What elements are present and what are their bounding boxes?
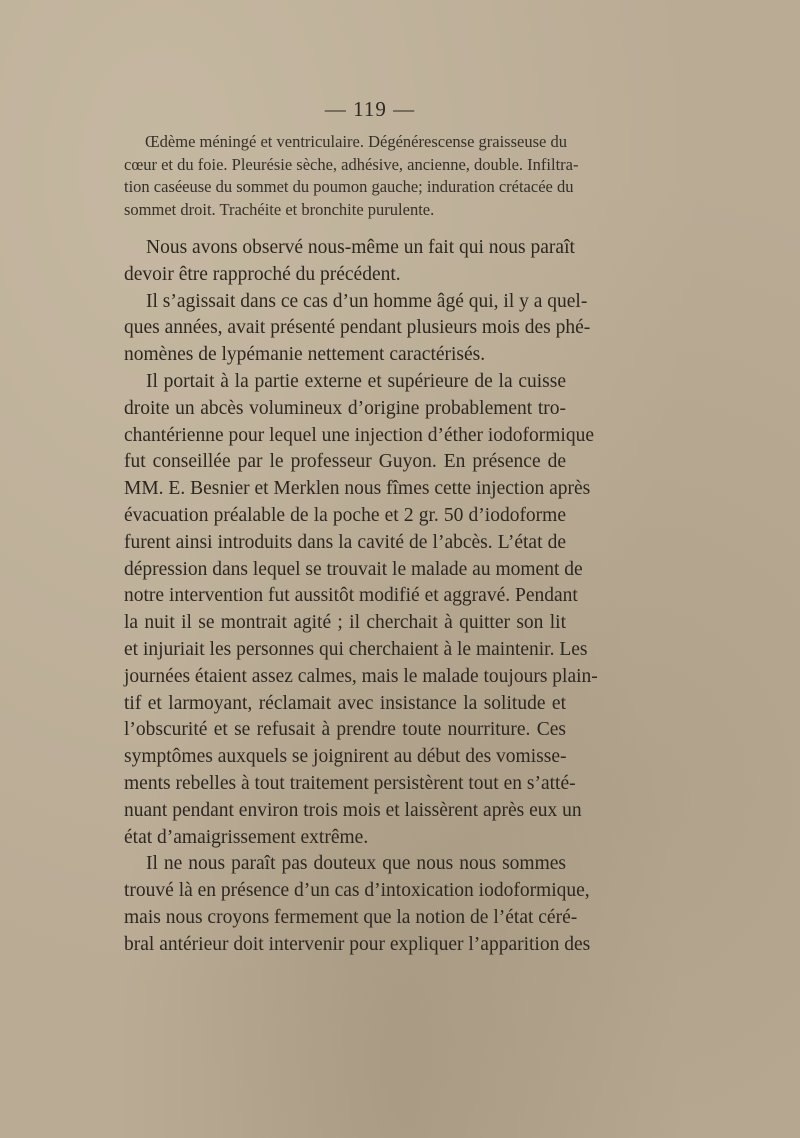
text-line: état d’amaigrissement extrême. — [124, 826, 369, 848]
text-line: devoir être rapproché du précédent. — [124, 263, 401, 285]
page-number: — 119 — — [324, 97, 416, 121]
text-line: trouvé là en présence d’un cas d’intoxication iodoformique, — [124, 880, 590, 902]
paragraph — [124, 235, 575, 289]
paragraph — [124, 851, 591, 958]
text-line: évacuation préalable de la poche et 2 gr. 50 d’iodoforme — [124, 504, 566, 526]
text-line: chantérienne pour lequel une injection d’éther iodoformique — [124, 424, 594, 446]
text-line: et injuriait les personnes qui cherchaient à le maintenir. Les — [124, 638, 588, 660]
text-line: nuant pendant environ trois mois et laissèrent après eux un — [124, 799, 582, 821]
text-line: ques années, avait présenté pendant plusieurs mois des phé- — [124, 317, 591, 339]
text-line: nomènes de lypémanie nettement caractérisés. — [124, 344, 486, 366]
text-line: mais nous croyons fermement que la notion de l’état céré- — [124, 906, 578, 928]
text-line: bral antérieur doit intervenir pour expliquer l’apparition des — [124, 933, 591, 955]
text-line: ments rebelles à tout traitement persistèrent tout en s’atté- — [124, 772, 576, 794]
paragraph — [124, 289, 591, 369]
text-line: MM. E. Besnier et Merklen nous fîmes cette injection après — [124, 478, 591, 500]
text-line: furent ainsi introduits dans la cavité de l’abcès. L’état de — [124, 531, 566, 553]
text-line: Nous avons observé nous-même un fait qui nous paraît — [146, 237, 575, 258]
text-line: notre intervention fut aussitôt modifié et aggravé. Pendant — [124, 585, 578, 607]
text-line: fut conseillée par le professeur Guyon. En présence de — [124, 451, 566, 473]
text-line: cœur et du foie. Pleurésie sèche, adhésive, ancienne, double. Infiltra- — [124, 154, 579, 174]
text-line: l’obscurité et se refusait à prendre toute nourriture. Ces — [124, 719, 566, 741]
text-line: tif et larmoyant, réclamait avec insistance la solitude et — [124, 692, 566, 714]
text-line: la nuit il se montrait agité ; il cherchait à quitter son lit — [124, 612, 566, 634]
text-line: droite un abcès volumineux d’origine probablement tro- — [124, 397, 566, 419]
text-line: dépression dans lequel se trouvait le malade au moment de — [124, 558, 583, 580]
body-text — [124, 235, 598, 959]
text-line: Il ne nous paraît pas douteux que nous nous sommes — [146, 853, 566, 875]
text-line: sommet droit. Trachéite et bronchite purulente. — [124, 199, 435, 219]
text-line: tion caséeuse du sommet du poumon gauche; induration crétacée du — [124, 177, 574, 196]
text-line: Œdème méningé et ventriculaire. Dégénérescense graisseuse du — [145, 132, 567, 151]
text-line: journées étaient assez calmes, mais le malade toujours plain- — [124, 665, 598, 687]
text-line: Il s’agissait dans ce cas d’un homme âgé qui, il y a quel- — [146, 290, 588, 312]
paragraph — [124, 369, 598, 851]
text-line: symptômes auxquels se joignirent au début des vomisse- — [124, 746, 567, 768]
autopsy-note-paragraph — [124, 131, 579, 221]
text-line: Il portait à la partie externe et supérieure de la cuisse — [146, 370, 566, 392]
